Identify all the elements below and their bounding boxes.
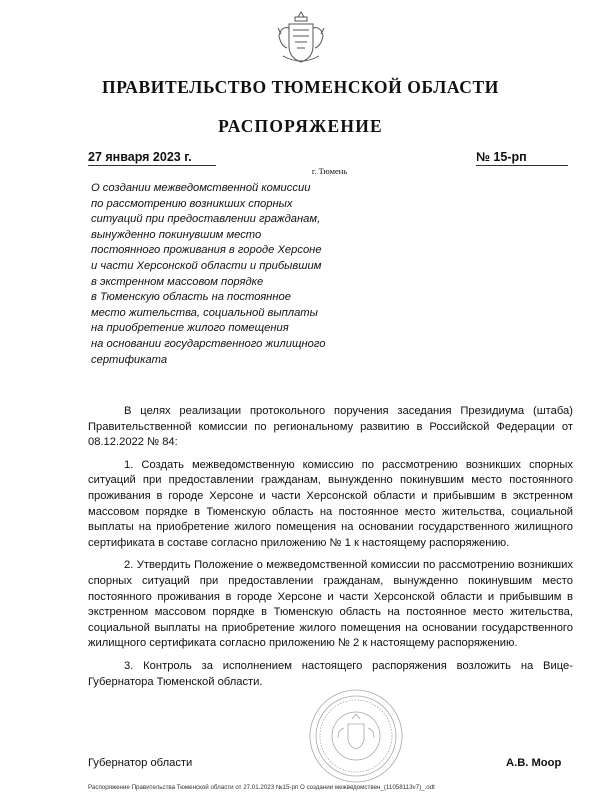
subject-line: вынужденно покинувшим место <box>91 228 262 241</box>
document-number: № 15-рп <box>476 150 568 166</box>
signatory-name: А.В. Моор <box>506 757 562 769</box>
document-date: 27 января 2023 г. <box>88 150 216 166</box>
body-item-1: 1. Создать межведомственную комиссию по рассмотрению возникших спорных ситуаций при предоставлении гражданам, вынужденно покинувшим место постоянного проживания в городе Херсоне и части Херсонской области и прибывшим в экстренном массовом порядке в Тюменскую область на постоянное место жительства, социальной выплаты на приобретение жилого помещения на основании государственного жилищного сертификата в составе согласно приложению № 1 к настоящему распоряжению. <box>88 458 573 549</box>
organization-title: ПРАВИТЕЛЬСТВО ТЮМЕНСКОЙ ОБЛАСТИ <box>102 77 499 97</box>
official-seal-icon <box>308 688 404 784</box>
subject-line: сертификата <box>91 353 168 366</box>
document-body <box>88 404 573 697</box>
document-subject <box>91 181 391 368</box>
subject-line: на приобретение жилого помещения <box>91 322 289 335</box>
subject-line: в экстренном массовом порядке <box>91 275 264 288</box>
subject-line: в Тюменскую область на постоянное <box>91 291 291 304</box>
subject-line: на основании государственного жилищного <box>91 337 326 350</box>
subject-line: и части Херсонской области и прибывшим <box>91 259 322 272</box>
body-intro: В целях реализации протокольного поручения заседания Президиума (штаба) Правительственной комиссии по региональному развитию в Российской Федерации от 08.12.2022 № 84: <box>88 405 573 449</box>
signatory-position: Губернатор области <box>88 757 193 769</box>
subject-line: место жительства, социальной выплаты <box>91 306 318 319</box>
coat-of-arms-icon <box>275 8 327 70</box>
body-item-3: 3. Контроль за исполнением настоящего распоряжения возложить на Вице-Губернатора Тюменской области. <box>88 659 573 688</box>
subject-line: ситуаций при предоставлении гражданам, <box>91 213 321 226</box>
subject-line: О создании межведомственной комиссии <box>91 182 311 194</box>
subject-line: по рассмотрению возникших спорных <box>91 197 293 210</box>
document-city: г. Тюмень <box>311 166 348 176</box>
document-type-title: РАСПОРЯЖЕНИЕ <box>218 116 383 136</box>
body-item-2: 2. Утвердить Положение о межведомственной комиссии по рассмотрению возникших спорных ситуаций при предоставлении гражданам, вынужденно покинувшим место постоянного проживания в городе Херсоне и части Херсонской области и прибывшим в экстренном массовом порядке в Тюменскую область на постоянное место жительства, социальной выплаты на приобретение жилого помещения на основании государственного жилищного сертификата согласно приложению № 2 к настоящему распоряжению. <box>88 559 573 650</box>
subject-line: постоянного проживания в городе Херсоне <box>91 244 322 257</box>
document-footer: Распоряжение Правительства Тюменской области от 27.01.2023 №15-рп О создании межведомствен_(11058113v7)_.odt <box>88 784 435 791</box>
